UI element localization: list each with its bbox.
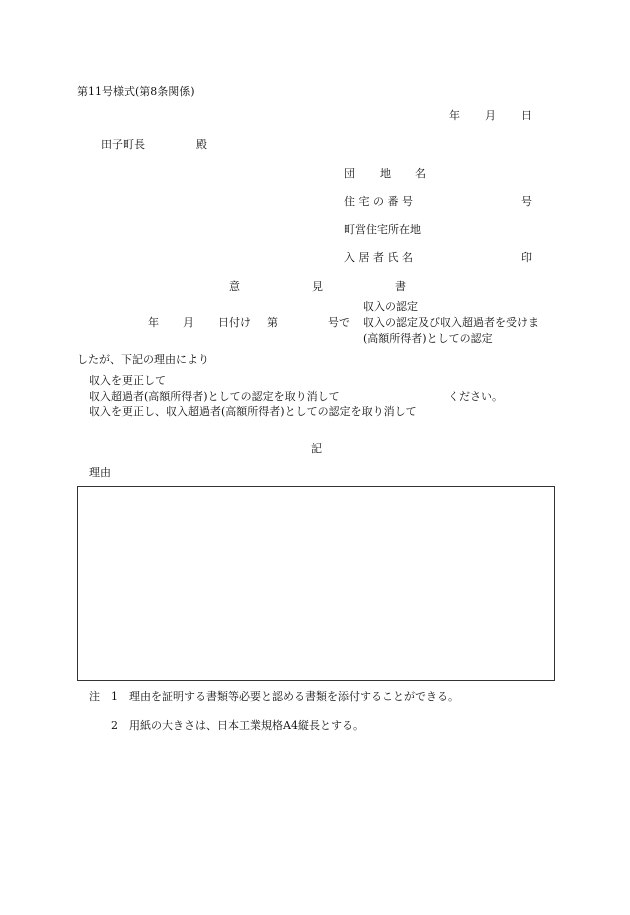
note-2-text: 用紙の大きさは、日本工業規格A4縦長とする。 — [129, 719, 364, 732]
body-month: 月 — [183, 316, 194, 329]
request-line-3: 収入を更正し、収入超過者(高額所得者)としての認定を取り消して — [89, 405, 417, 418]
notes-label: 注 — [89, 690, 100, 703]
body-go-de: 号で — [328, 316, 350, 329]
body-year: 年 — [148, 316, 159, 329]
request-line-2-end: ください。 — [448, 390, 503, 403]
danchi-label-3: 名 — [415, 167, 426, 180]
date-year-label: 年 — [449, 109, 460, 122]
danchi-label-1: 団 — [344, 167, 355, 180]
note-2-number: 2 — [111, 719, 118, 732]
seal-label: 印 — [521, 251, 532, 264]
resident-name-label: 入 居 者 氏 名 — [344, 251, 413, 264]
date-day-label: 日 — [521, 109, 532, 122]
body-dated: 日付け — [218, 316, 251, 329]
recipient-honorific: 殿 — [196, 138, 207, 151]
request-line-2: 収入超過者(高額所得者)としての認定を取り消して — [89, 390, 340, 403]
body-dai: 第 — [267, 316, 278, 329]
option-income-and-excess: 収入の認定及び収入超過者を受けま — [363, 316, 539, 329]
option-income-certification: 収入の認定 — [363, 300, 418, 313]
address-label: 町営住宅所在地 — [344, 223, 421, 236]
title-char-3: 書 — [395, 280, 406, 293]
title-char-2: 見 — [312, 280, 323, 293]
body-continuation: したが、下記の理由により — [77, 353, 209, 366]
recipient-name: 田子町長 — [101, 138, 145, 151]
reason-label: 理由 — [89, 466, 111, 479]
house-number-label: 住 宅 の 番 号 — [344, 195, 413, 208]
note-1-number: 1 — [111, 690, 118, 703]
date-month-label: 月 — [485, 109, 496, 122]
ki-heading: 記 — [311, 442, 322, 455]
option-high-income: (高額所得者)としての認定 — [363, 332, 493, 345]
form-number: 第11号様式(第8条関係) — [77, 85, 195, 98]
note-1-text: 理由を証明する書類等必要と認める書類を添付することができる。 — [129, 690, 459, 703]
danchi-label-2: 地 — [380, 167, 391, 180]
house-number-suffix: 号 — [521, 195, 532, 208]
request-line-1: 収入を更正して — [89, 374, 166, 387]
title-char-1: 意 — [229, 280, 240, 293]
reason-box[interactable] — [77, 486, 555, 681]
